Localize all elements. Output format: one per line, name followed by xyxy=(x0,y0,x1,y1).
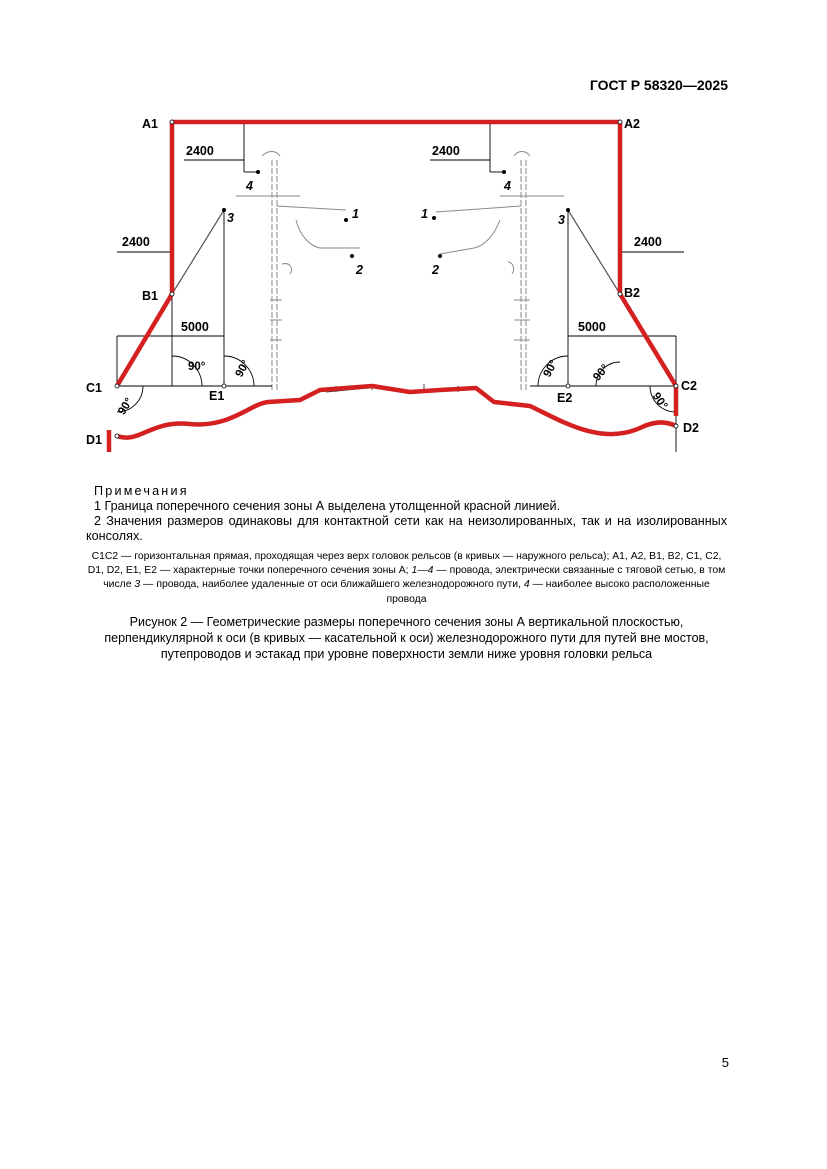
legend-part-2: 1—4 xyxy=(411,565,434,577)
dimension-side-right: 2400 xyxy=(634,235,662,249)
point-label-e1: E1 xyxy=(209,389,225,403)
wire-label-4-left: 4 xyxy=(246,179,253,193)
dimension-left-5000: 5000 xyxy=(181,320,209,334)
geometry-layer xyxy=(117,122,684,452)
structure-layer xyxy=(233,152,564,393)
page-number: 5 xyxy=(721,1055,729,1070)
dimension-side-left: 2400 xyxy=(122,235,150,249)
legend-part-4: 3 xyxy=(134,579,141,591)
point-label-e2: E2 xyxy=(557,391,573,405)
legend-part-1: С1С2 — горизонтальная прямая, проходящая через верх головок рельсов (в кривых — наружного рельса); А1, А2, В1, В2, С1, С2, D1, D2, Е1, Е2 — характерные точки поперечного сечения зоны А; xyxy=(87,551,722,577)
wire-label-1-right: 1 xyxy=(421,207,428,221)
point-label-b1: B1 xyxy=(142,289,158,303)
wire-label-4-right: 4 xyxy=(504,179,511,193)
angle-label-left-b1: 90° xyxy=(188,361,206,373)
cross-section-diagram xyxy=(80,110,740,462)
note-1: 1 Граница поперечного сечения зоны А выделена утолщенной красной линией. xyxy=(94,499,561,513)
point-label-a1: A1 xyxy=(142,117,158,131)
angle-label-right-c2: 90° xyxy=(649,390,670,412)
point-label-c1: C1 xyxy=(86,381,102,395)
figure-legend xyxy=(86,550,727,607)
wire-label-3-left: 3 xyxy=(227,211,234,225)
wire-label-2-right: 2 xyxy=(432,263,439,277)
dimension-right-5000: 5000 xyxy=(578,320,606,334)
point-label-c2: C2 xyxy=(681,379,697,393)
point-label-a2: A2 xyxy=(624,117,640,131)
figure-cross-section xyxy=(80,110,740,462)
legend-part-3: — провода, электрически связанные с тяговой сетью, в том числе xyxy=(103,565,726,591)
figure-caption: Рисунок 2 — Геометрические размеры поперечного сечения зоны А вертикальной плоскостью, перпендикулярной к оси (в кривых — касательной к оси) железнодорожного пути для путей вне мостов, путепроводов и эстакад при уровне поверхности земли ниже уровня головки рельса xyxy=(104,615,709,661)
point-label-d1: D1 xyxy=(86,433,102,447)
dimension-top-right: 2400 xyxy=(432,144,460,158)
angle-label-left-c1: 90° xyxy=(116,396,136,418)
angle-label-left-e1: 90° xyxy=(233,358,253,380)
note-2: 2 Значения размеров одинаковы для контактной сети как на неизолированных, так и на изолированных консолях. xyxy=(86,514,727,543)
legend-part-6: 4 xyxy=(523,579,530,591)
wire-label-2-left: 2 xyxy=(356,263,363,277)
zone-a-boundary xyxy=(109,122,676,452)
wire-dots xyxy=(222,170,570,258)
point-label-d2: D2 xyxy=(683,421,699,435)
angle-label-right-b2: 90° xyxy=(591,362,612,384)
standard-code: ГОСТ Р 58320—2025 xyxy=(589,77,728,93)
legend-part-5: — провода, наиболее удаленные от оси ближайшего железнодорожного пути, xyxy=(140,579,524,591)
angle-label-right-e2: 90° xyxy=(541,358,561,380)
legend-part-7: — наиболее высоко расположенные провода xyxy=(386,579,710,605)
dimension-top-left: 2400 xyxy=(186,144,214,158)
point-label-b2: B2 xyxy=(624,286,640,300)
wire-label-3-right: 3 xyxy=(558,213,565,227)
wire-label-1-left: 1 xyxy=(352,207,359,221)
notes-title: Примечания xyxy=(94,484,189,498)
